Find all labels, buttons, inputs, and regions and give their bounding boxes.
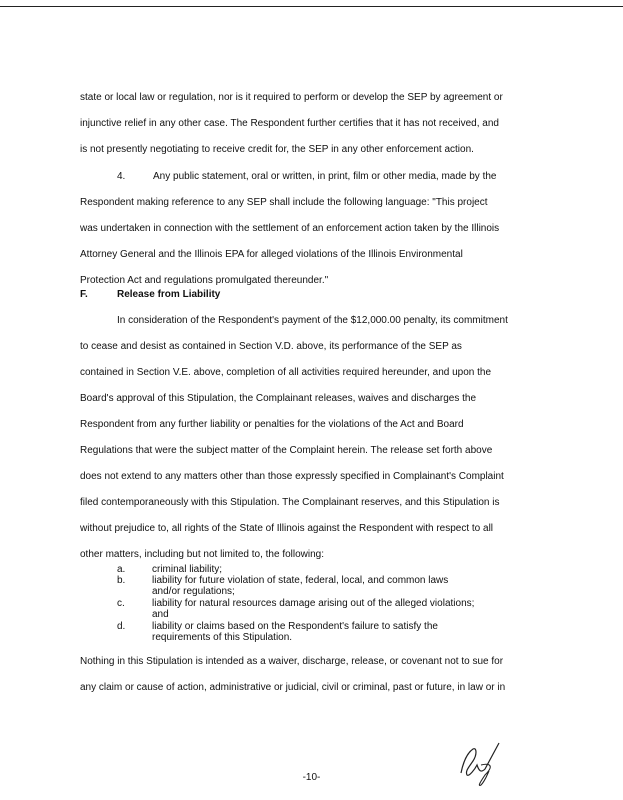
list-item: criminal liability; bbox=[152, 564, 223, 575]
body-line: Any public statement, oral or written, in print, film or other media, made by the bbox=[153, 171, 497, 182]
body-line: does not extend to any matters other than those expressly specified in Complainant's Complaint bbox=[80, 471, 504, 482]
body-line: Protection Act and regulations promulgated thereunder." bbox=[80, 275, 329, 286]
body-line: In consideration of the Respondent's payment of the $12,000.00 penalty, its commitment bbox=[117, 315, 508, 326]
body-line: Board's approval of this Stipulation, the Complainant releases, waives and discharges the bbox=[80, 393, 477, 404]
body-line: was undertaken in connection with the settlement of an enforcement action taken by the Illinois bbox=[80, 223, 500, 234]
list-label: b. bbox=[117, 575, 126, 586]
list-item: and bbox=[152, 609, 169, 620]
body-line: injunctive relief in any other case. The Respondent further certifies that it has not received, and bbox=[80, 118, 499, 129]
body-line: contained in Section V.E. above, completion of all activities required hereunder, and upon the bbox=[80, 367, 492, 378]
page-number: -10- bbox=[302, 772, 321, 783]
list-item: liability for future violation of state, federal, local, and common laws bbox=[152, 575, 449, 586]
body-line: to cease and desist as contained in Section V.D. above, its performance of the SEP as bbox=[80, 341, 462, 352]
body-line: Respondent making reference to any SEP shall include the following language: "This project bbox=[80, 197, 488, 208]
body-line: state or local law or regulation, nor is it required to perform or develop the SEP by agreement or bbox=[80, 92, 503, 103]
list-item: liability for natural resources damage arising out of the alleged violations; bbox=[152, 598, 475, 609]
body-line: filed contemporaneously with this Stipulation. The Complainant reserves, and this Stipulation is bbox=[80, 497, 500, 508]
body-line: Attorney General and the Illinois EPA for alleged violations of the Illinois Environmental bbox=[80, 249, 463, 260]
body-line: any claim or cause of action, administrative or judicial, civil or criminal, past or future, in law or in bbox=[80, 682, 506, 693]
list-item: and/or regulations; bbox=[152, 586, 235, 597]
body-line: Respondent from any further liability or penalties for the violations of the Act and Board bbox=[80, 419, 464, 430]
section-heading: Release from Liability bbox=[117, 289, 221, 300]
initials-signature bbox=[455, 735, 515, 790]
section-letter: F. bbox=[80, 289, 88, 300]
top-rule bbox=[0, 6, 623, 7]
list-label: d. bbox=[117, 621, 126, 632]
body-line: other matters, including but not limited to, the following: bbox=[80, 549, 325, 560]
list-label: c. bbox=[117, 598, 125, 609]
para-number: 4. bbox=[117, 171, 126, 182]
body-line: Regulations that were the subject matter of the Complaint herein. The release set forth above bbox=[80, 445, 493, 456]
body-line: is not presently negotiating to receive credit for, the SEP in any other enforcement action. bbox=[80, 144, 474, 155]
list-label: a. bbox=[117, 564, 126, 575]
list-item: requirements of this Stipulation. bbox=[152, 632, 293, 643]
list-item: liability or claims based on the Respondent's failure to satisfy the bbox=[152, 621, 438, 632]
body-line: Nothing in this Stipulation is intended as a waiver, discharge, release, or covenant not to sue for bbox=[80, 656, 504, 667]
body-line: without prejudice to, all rights of the State of Illinois against the Respondent with respect to all bbox=[80, 523, 494, 534]
